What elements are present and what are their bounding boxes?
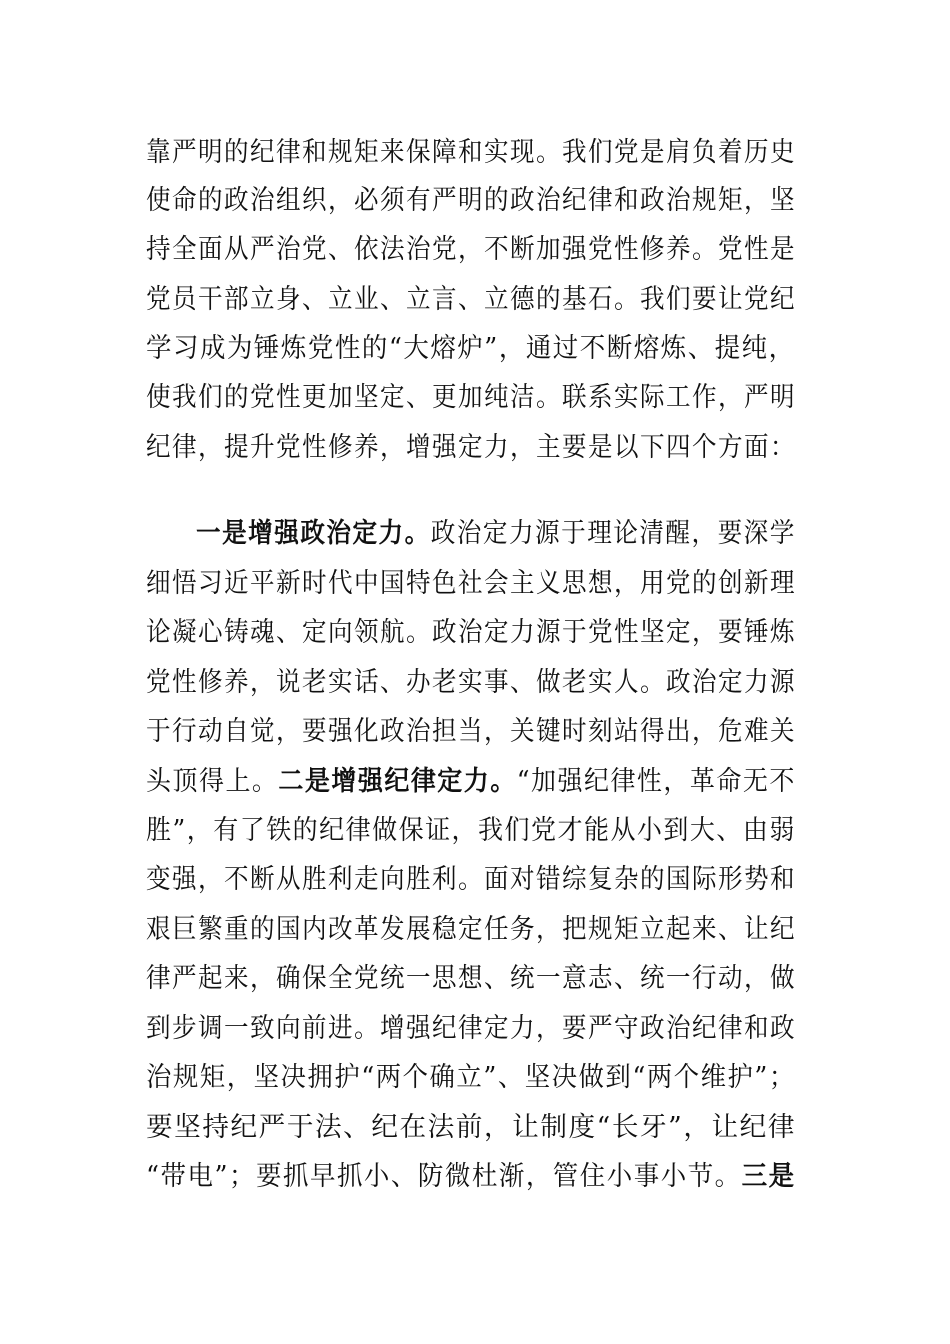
paragraph-2-line-5: 于行动自觉，要强化政治担当，关键时刻站得出，危难关 — [146, 716, 796, 747]
paragraph-2-line-1 — [196, 514, 796, 554]
paragraph-1-line-5: 学习成为锤炼党性的“大熔炉”，通过不断熔炼、提纯， — [146, 333, 796, 364]
paragraph-2-line-12: 治规矩，坚决拥护“两个确立”、坚决做到“两个维护”； — [146, 1062, 796, 1093]
paragraph-2-line-6-text: “加强纪律性，革命无不 — [516, 766, 796, 797]
paragraph-2-line-10: 律严起来，确保全党统一思想、统一意志、统一行动，做 — [146, 963, 796, 994]
paragraph-2-line-3: 论凝心铸魂、定向领航。政治定力源于党性坚定，要锤炼 — [146, 617, 796, 648]
paragraph-2-line-8: 变强，不断从胜利走向胜利。面对错综复杂的国际形势和 — [146, 864, 796, 895]
paragraph-2-line-14-text: “带电”；要抓早抓小、防微杜渐，管住小事小节。 — [146, 1161, 742, 1192]
heading-third-item: 三是 — [741, 1161, 796, 1192]
paragraph-2-line-14 — [146, 1157, 796, 1197]
paragraph-2-line-4: 党性修养，说老实话、办老实事、做老实人。政治定力源 — [146, 667, 796, 698]
heading-political-resolve: 一是增强政治定力。 — [196, 518, 431, 549]
paragraph-1-line-2: 使命的政治组织，必须有严明的政治纪律和政治规矩，坚 — [146, 185, 796, 216]
paragraph-2-line-9: 艰巨繁重的国内改革发展稳定任务，把规矩立起来、让纪 — [146, 914, 796, 945]
paragraph-2-line-6 — [146, 762, 796, 802]
paragraph-1-line-1: 靠严明的纪律和规矩来保障和实现。我们党是肩负着历史 — [146, 137, 796, 168]
paragraph-2-line-2: 细悟习近平新时代中国特色社会主义思想，用党的创新理 — [146, 568, 796, 599]
paragraph-2-line-13: 要坚持纪严于法、纪在法前，让制度“长牙”，让纪律 — [146, 1112, 797, 1143]
paragraph-2-line-1-text: 政治定力源于理论清醒，要深学 — [430, 518, 796, 549]
paragraph-1-line-6: 使我们的党性更加坚定、更加纯洁。联系实际工作，严明 — [146, 382, 796, 413]
paragraph-1-line-4: 党员干部立身、立业、立言、立德的基石。我们要让党纪 — [146, 284, 796, 315]
heading-discipline-resolve: 二是增强纪律定力。 — [278, 766, 517, 797]
paragraph-1-line-7: 纪律，提升党性修养，增强定力，主要是以下四个方面： — [146, 432, 796, 463]
paragraph-1-line-3: 持全面从严治党、依法治党，不断加强党性修养。党性是 — [146, 234, 796, 265]
paragraph-2-line-7: 胜”，有了铁的纪律做保证，我们党才能从小到大、由弱 — [146, 815, 796, 846]
paragraph-2-line-11: 到步调一致向前进。增强纪律定力，要严守政治纪律和政 — [146, 1013, 796, 1044]
paragraph-2-line-6-pre: 头顶得上。 — [146, 766, 279, 797]
